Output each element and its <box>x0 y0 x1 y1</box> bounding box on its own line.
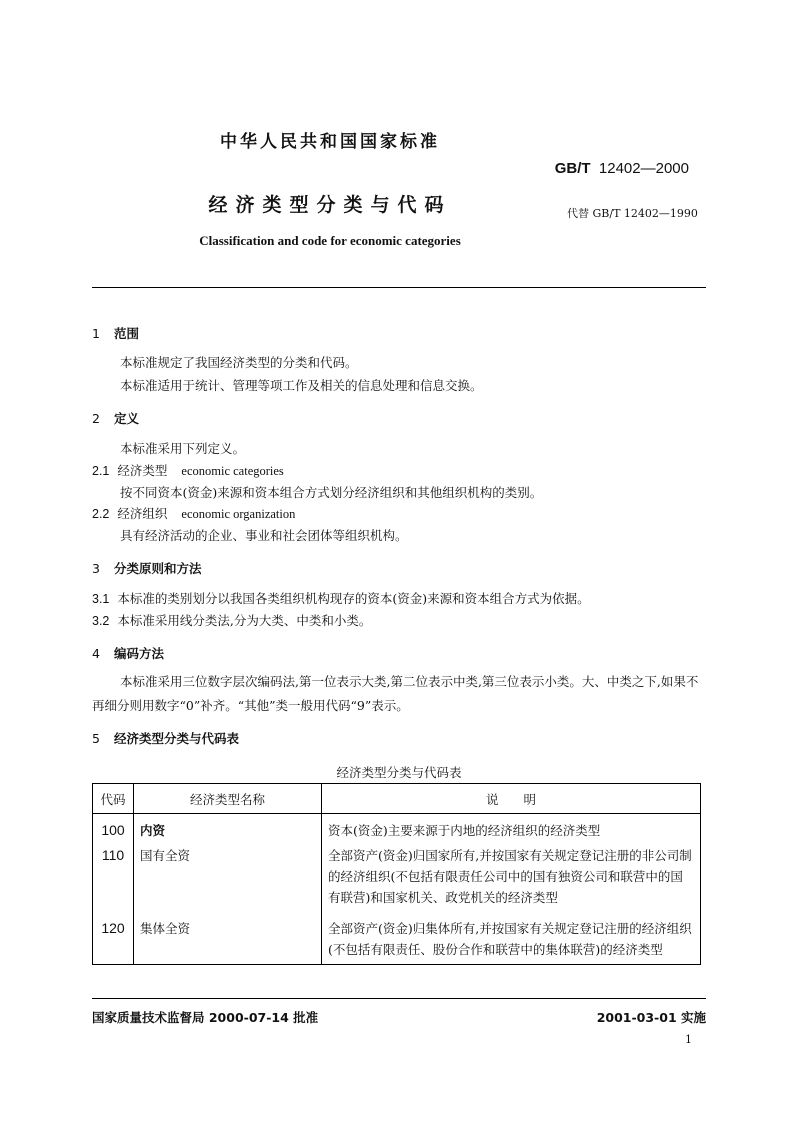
section-1-paragraph-1: 本标准规定了我国经济类型的分类和代码。 <box>120 355 358 370</box>
row-description: 全部资产(资金)归国家所有,并按国家有关规定登记注册的非公司制的经济组织(不包括有限责任公司中的国有独资公司和联营中的国有联营)和国家机关、政党机关的经济类型 <box>328 848 692 905</box>
standard-number-value: 12402—2000 <box>598 160 689 177</box>
definition-term: 经济组织 <box>117 506 168 521</box>
section-5-heading <box>92 729 239 747</box>
row-code: 100 <box>93 814 134 844</box>
section-title: 分类原则和方法 <box>114 561 202 576</box>
table-row <box>93 843 701 916</box>
definition-2-1 <box>92 461 284 479</box>
column-header-code: 代码 <box>93 784 134 814</box>
table-header-row <box>93 784 701 814</box>
classification-table <box>92 783 701 965</box>
row-name: 内资 <box>134 814 322 844</box>
row-description: 全部资产(资金)归集体所有,并按国家有关规定登记注册的经济组织(不包括有限责任、股份合作和联营中的集体联营)的经济类型 <box>328 921 692 957</box>
row-description: 资本(资金)主要来源于内地的经济组织的经济类型 <box>328 823 601 838</box>
definition-term-en: economic categories <box>181 464 284 478</box>
clause-text: 本标准采用线分类法,分为大类、中类和小类。 <box>117 613 372 628</box>
section-number: 4 <box>92 646 100 661</box>
section-2-heading <box>92 409 139 427</box>
definition-2-2-text: 具有经济活动的企业、事业和社会团体等组织机构。 <box>120 528 408 543</box>
clause-text: 本标准的类别划分以我国各类组织机构现存的资本(资金)来源和资本组合方式为依据。 <box>117 591 590 606</box>
section-number: 3 <box>92 561 100 576</box>
section-number: 1 <box>92 326 100 341</box>
standard-prefix: GB/T <box>554 160 591 177</box>
section-4-heading <box>92 644 164 662</box>
row-name: 国有全资 <box>134 843 322 916</box>
clause-number: 2.1 <box>92 464 110 478</box>
row-name: 集体全资 <box>134 916 322 965</box>
section-title: 定义 <box>114 411 140 426</box>
definition-2-1-text: 按不同资本(资金)来源和资本组合方式划分经济组织和其他组织机构的类别。 <box>120 485 543 500</box>
table-caption: 经济类型分类与代码表 <box>336 765 462 780</box>
definition-2-2 <box>92 504 295 522</box>
clause-number: 3.2 <box>92 614 110 628</box>
header-divider <box>92 287 706 288</box>
clause-3-2 <box>92 611 371 629</box>
definition-term-en: economic organization <box>181 507 296 521</box>
table-row <box>93 814 701 844</box>
national-standard-heading: 中华人民共和国国家标准 <box>220 132 440 152</box>
clause-3-1 <box>92 589 590 607</box>
section-title: 编码方法 <box>114 646 165 661</box>
section-title: 范围 <box>114 326 140 341</box>
footer-divider <box>92 998 706 999</box>
section-2-paragraph-1: 本标准采用下列定义。 <box>120 441 246 456</box>
effective-date: 2001-03-01 实施 <box>596 1010 706 1025</box>
clause-number: 2.2 <box>92 507 110 521</box>
column-header-description: 说 明 <box>322 784 701 814</box>
section-1-heading <box>92 324 139 342</box>
definition-term: 经济类型 <box>117 463 168 478</box>
section-title: 经济类型分类与代码表 <box>114 731 240 746</box>
row-code: 110 <box>93 843 134 916</box>
page-number: 1 <box>685 1033 692 1046</box>
approval-info: 国家质量技术监督局 2000-07-14 批准 <box>92 1010 319 1025</box>
row-code: 120 <box>93 916 134 965</box>
section-3-heading <box>92 559 202 577</box>
document-title-cn: 经济类型分类与代码 <box>208 194 452 216</box>
table-row <box>93 916 701 965</box>
section-number: 2 <box>92 411 100 426</box>
section-number: 5 <box>92 731 100 746</box>
section-4-paragraph-1: 本标准采用三位数字层次编码法,第一位表示大类,第二位表示中类,第三位表示小类。大、中类之下,如果不再细分则用数字“0”补齐。“其他”类一般用代码“9”表示。 <box>92 674 699 713</box>
clause-number: 3.1 <box>92 592 110 606</box>
standard-number <box>555 160 689 177</box>
document-title-en: Classification and code for economic categories <box>199 233 461 248</box>
replaces-note: 代替 GB/T 12402—1990 <box>567 207 698 220</box>
column-header-name: 经济类型名称 <box>134 784 322 814</box>
section-1-paragraph-2: 本标准适用于统计、管理等项工作及相关的信息处理和信息交换。 <box>120 378 483 393</box>
